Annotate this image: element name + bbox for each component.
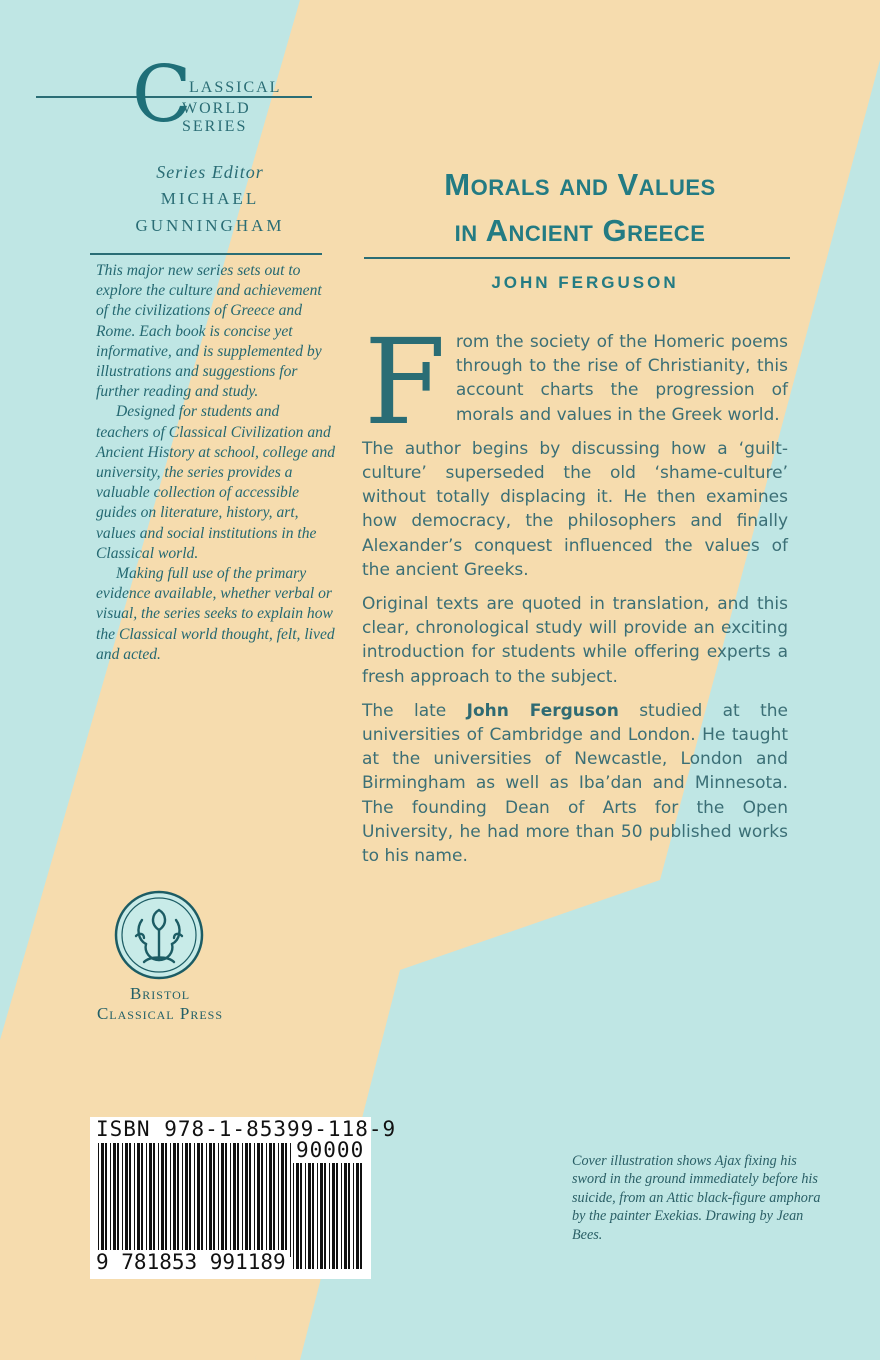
description-para-4-pre: The late: [362, 700, 447, 721]
publisher-name-line2: Classical Press: [96, 1004, 224, 1023]
barcode-bar: [257, 1143, 260, 1257]
book-author: JOHN FERGUSON: [491, 273, 679, 292]
author-name-bold: John Ferguson: [466, 700, 619, 721]
barcode-bar: [225, 1143, 227, 1257]
logo-letter: C: [132, 50, 192, 140]
barcode-bar: [141, 1143, 143, 1257]
barcode-bar: [278, 1143, 279, 1257]
description-para-4: [362, 699, 788, 868]
barcode-bar: [336, 1163, 338, 1269]
series-blurb-para-3: Making full use of the primary evidence available, whether verbal or visual, the series seeks to explain how the Classical world thought, felt, lived and acted.: [96, 565, 335, 663]
book-title: [352, 162, 808, 254]
barcode-bar: [305, 1163, 306, 1269]
barcode-bar: [237, 1143, 239, 1257]
barcode-bar: [105, 1143, 107, 1257]
logo-word-classical: LASSICAL: [189, 79, 282, 96]
barcode-bar: [324, 1163, 326, 1269]
barcode-bar: [348, 1163, 350, 1269]
barcode-bar: [177, 1143, 179, 1257]
barcode-bar: [165, 1143, 167, 1257]
barcode-bar: [296, 1163, 299, 1269]
barcode-bar: [312, 1163, 314, 1269]
barcode-bar: [281, 1143, 284, 1257]
barcode-bar: [266, 1143, 267, 1257]
barcode-bar: [161, 1143, 164, 1257]
barcode-bar: [153, 1143, 155, 1257]
barcode-bar: [218, 1143, 219, 1257]
barcode-bar: [170, 1143, 171, 1257]
barcode-bar: [344, 1163, 347, 1269]
description-para-1-text: rom the society of the Homeric poems through to the rise of Christianity, this account charts the progression of morals and values in the Greek world.: [455, 332, 788, 425]
price-code: 90000: [296, 1138, 365, 1162]
series-editor-name-line1: MICHAEL: [160, 189, 260, 208]
cover-illustration-note: Cover illustration shows Ajax fixing his sword in the ground immediately before his suicide, from an Attic black-figure amphora by the painter Exekias. Drawing by Jean Bees.: [572, 1153, 821, 1243]
logo-word-world-series: WORLD SERIES: [182, 100, 251, 135]
classical-world-series-logo: [36, 50, 316, 142]
description-para-3: Original texts are quoted in translation, and this clear, chronological study will provide an exciting introduction for students while offering experts a fresh approach to the subject.: [362, 594, 788, 687]
barcode-bar: [173, 1143, 176, 1257]
barcode-bar: [320, 1163, 323, 1269]
barcode-bar: [158, 1143, 159, 1257]
barcode-bar: [189, 1143, 191, 1257]
barcode-bar: [122, 1143, 123, 1257]
barcode-bar: [194, 1143, 195, 1257]
series-editor-name-line2: GUNNINGHAM: [135, 216, 285, 235]
barcode-bar: [101, 1143, 104, 1257]
barcode-bar: [254, 1143, 255, 1257]
barcode-bar: [249, 1143, 251, 1257]
drop-cap: F: [364, 313, 446, 451]
barcode-bar: [360, 1163, 362, 1269]
barcode-bar: [113, 1143, 116, 1257]
barcode-bar: [182, 1143, 183, 1257]
book-title-line1: Morals and Values: [444, 167, 716, 202]
series-editor-label: Series Editor: [156, 162, 264, 182]
barcode-bar: [134, 1143, 135, 1257]
barcode-bar: [356, 1163, 359, 1269]
barcode-bar: [285, 1143, 287, 1257]
barcode-bar: [261, 1143, 263, 1257]
barcode-bar: [146, 1143, 147, 1257]
ean-barcode-bars: [98, 1143, 293, 1257]
addon-barcode-bars: [293, 1163, 365, 1269]
left-divider: [90, 253, 322, 255]
series-blurb: [96, 261, 336, 665]
barcode-bar: [273, 1143, 275, 1257]
barcode-bar: [129, 1143, 131, 1257]
book-title-line2: in Ancient Greece: [454, 213, 706, 248]
barcode-bar: [329, 1163, 330, 1269]
series-blurb-para-2: Designed for students and teachers of Classical Civilization and Ancient History at school, college and university, the series provides a valuable collection of accessible guides on literature, history, art, values and social institutions in the Classical world.: [96, 403, 336, 562]
barcode-bar: [242, 1143, 243, 1257]
barcode-bar: [293, 1163, 294, 1269]
barcode-bar: [110, 1143, 111, 1257]
isbn-text: ISBN 978-1-85399-118-9: [96, 1117, 397, 1141]
barcode-bar: [206, 1143, 207, 1257]
barcode-bar: [197, 1143, 200, 1257]
title-divider: [364, 257, 790, 259]
barcode-bar: [300, 1163, 302, 1269]
barcode-bar: [353, 1163, 354, 1269]
barcode-bar: [125, 1143, 128, 1257]
barcode-bar: [221, 1143, 224, 1257]
description-para-1: [362, 313, 788, 451]
barcode-bar: [341, 1163, 342, 1269]
barcode-bar: [332, 1163, 335, 1269]
barcode-bar: [230, 1143, 231, 1257]
description-para-4-post: studied at the universities of Cambridge and London. He taught at the universities of Newcastle, London and Birmingham as well as Iba’dan and Minnesota. The founding Dean of Arts for the Open University, he had more than 50 published works to his name.: [362, 700, 789, 867]
barcode-bar: [98, 1143, 99, 1257]
barcode-bar: [201, 1143, 203, 1257]
barcode-bar: [269, 1143, 272, 1257]
barcode-bar: [245, 1143, 248, 1257]
ean-digits: 9 781853 991189: [96, 1250, 286, 1274]
publisher-name-line1: Bristol: [129, 984, 191, 1003]
bristol-press-emblem-icon: [114, 890, 204, 980]
barcode-bar: [308, 1163, 311, 1269]
barcode-bar: [149, 1143, 152, 1257]
barcode-bar: [290, 1143, 291, 1257]
barcode-bar: [317, 1163, 318, 1269]
barcode-bar: [233, 1143, 236, 1257]
barcode-bar: [213, 1143, 215, 1257]
book-description: [362, 313, 789, 878]
series-blurb-para-1: This major new series sets out to explore the culture and achievement of the civilizations of Greece and Rome. Each book is concise yet informative, and is supplemented by illustrations and suggestions for further reading and study.: [96, 262, 322, 401]
barcode-bar: [185, 1143, 188, 1257]
barcode-bar: [117, 1143, 119, 1257]
description-para-2: The author begins by discussing how a ‘guilt-culture’ superseded the old ‘shame-culture’ without totally displacing it. He then examines how democracy, the philosophers and finally Alexander’s conquest influenced the values of the ancient Greeks.: [362, 438, 788, 580]
barcode-bar: [137, 1143, 140, 1257]
isbn-barcode: [90, 1117, 397, 1279]
barcode-bar: [209, 1143, 212, 1257]
